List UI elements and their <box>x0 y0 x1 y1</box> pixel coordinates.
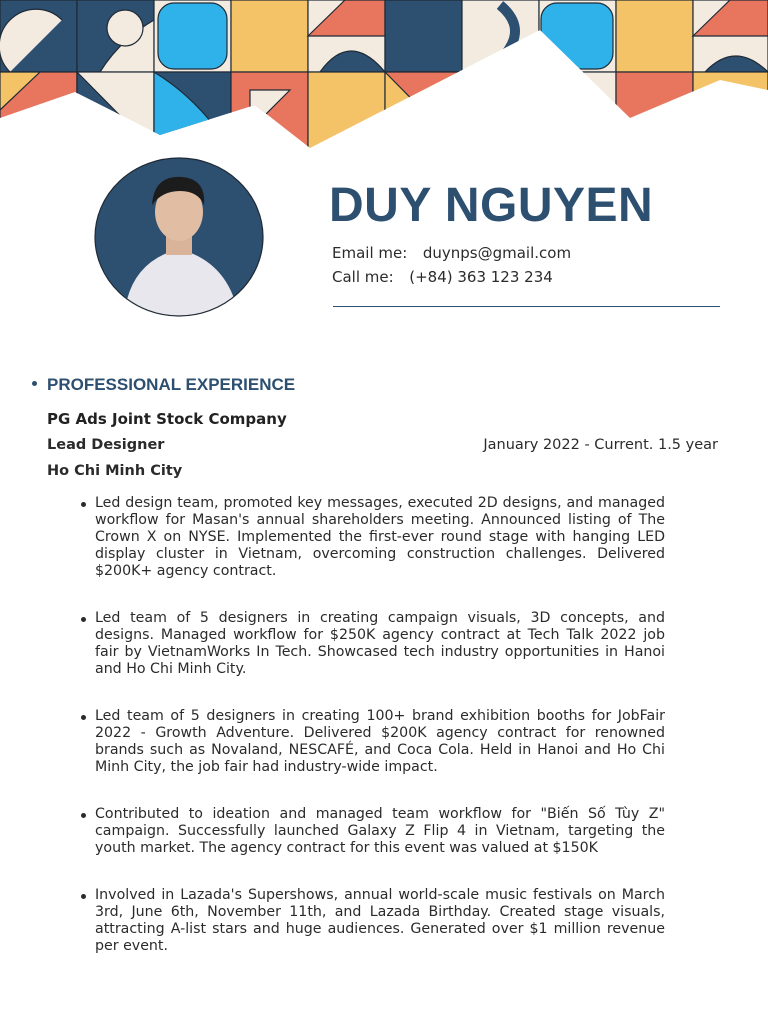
job-city: Ho Chi Minh City <box>47 463 183 479</box>
candidate-name: DUY NGUYEN <box>329 179 654 232</box>
email-label: Email me: <box>332 244 408 262</box>
list-item: Led team of 5 designers in creating campaign visuals, 3D concepts, and designs. Managed workflow for $250K agency contract at Tech Talk 2022 job fair by VietnamWorks In Tech. Showcased tech industry opportunities in Hanoi and Ho Chi Minh City. <box>80 610 665 678</box>
list-item: Led design team, promoted key messages, executed 2D designs, and managed workflow for Masan's annual shareholders meeting. Announced listing of The Crown X on NYSE. Implemented the first-ever round stage with hanging LED display cluster in Vietnam, overcoming construction challenges. Delivered $200K+ agency contract. <box>80 495 665 580</box>
job-role: Lead Designer <box>47 437 165 453</box>
email-contact <box>332 244 571 262</box>
section-title-text: PROFESSIONAL EXPERIENCE <box>47 375 296 394</box>
phone-contact <box>332 268 553 286</box>
phone-label: Call me: <box>332 268 394 286</box>
list-item: Contributed to ideation and managed team workflow for "Biến Số Tùy Z" campaign. Successfully launched Galaxy Z Flip 4 in Vietnam, targeting the youth market. The agency contract for this event was valued at $150K <box>80 806 665 857</box>
bullet-dot <box>32 381 37 386</box>
company-name: PG Ads Joint Stock Company <box>47 410 287 428</box>
header-divider <box>333 306 720 307</box>
profile-photo-avatar <box>94 157 264 317</box>
email-address[interactable]: duynps@gmail.com <box>422 244 572 262</box>
geometric-header-pattern <box>0 0 768 160</box>
job-dates: January 2022 - Current. 1.5 year <box>483 437 718 453</box>
list-item: Involved in Lazada's Supershows, annual world-scale music festivals on March 3rd, June 6th, November 11th, and Lazada Birthday. Created stage visuals, attracting A-list stars and huge audiences. Generated over $1 million revenue per event. <box>80 887 665 955</box>
list-item: Led team of 5 designers in creating 100+ brand exhibition booths for JobFair 2022 - Growth Adventure. Delivered $200K agency contract for renowned brands such as Novaland, NESCAFÉ, and Coca Cola. Held in Hanoi and Ho Chi Minh City, the job fair had industry-wide impact. <box>80 708 665 776</box>
phone-number[interactable]: (+84) 363 123 234 <box>409 268 553 286</box>
experience-bullets <box>80 495 665 985</box>
section-title-experience <box>32 375 295 395</box>
